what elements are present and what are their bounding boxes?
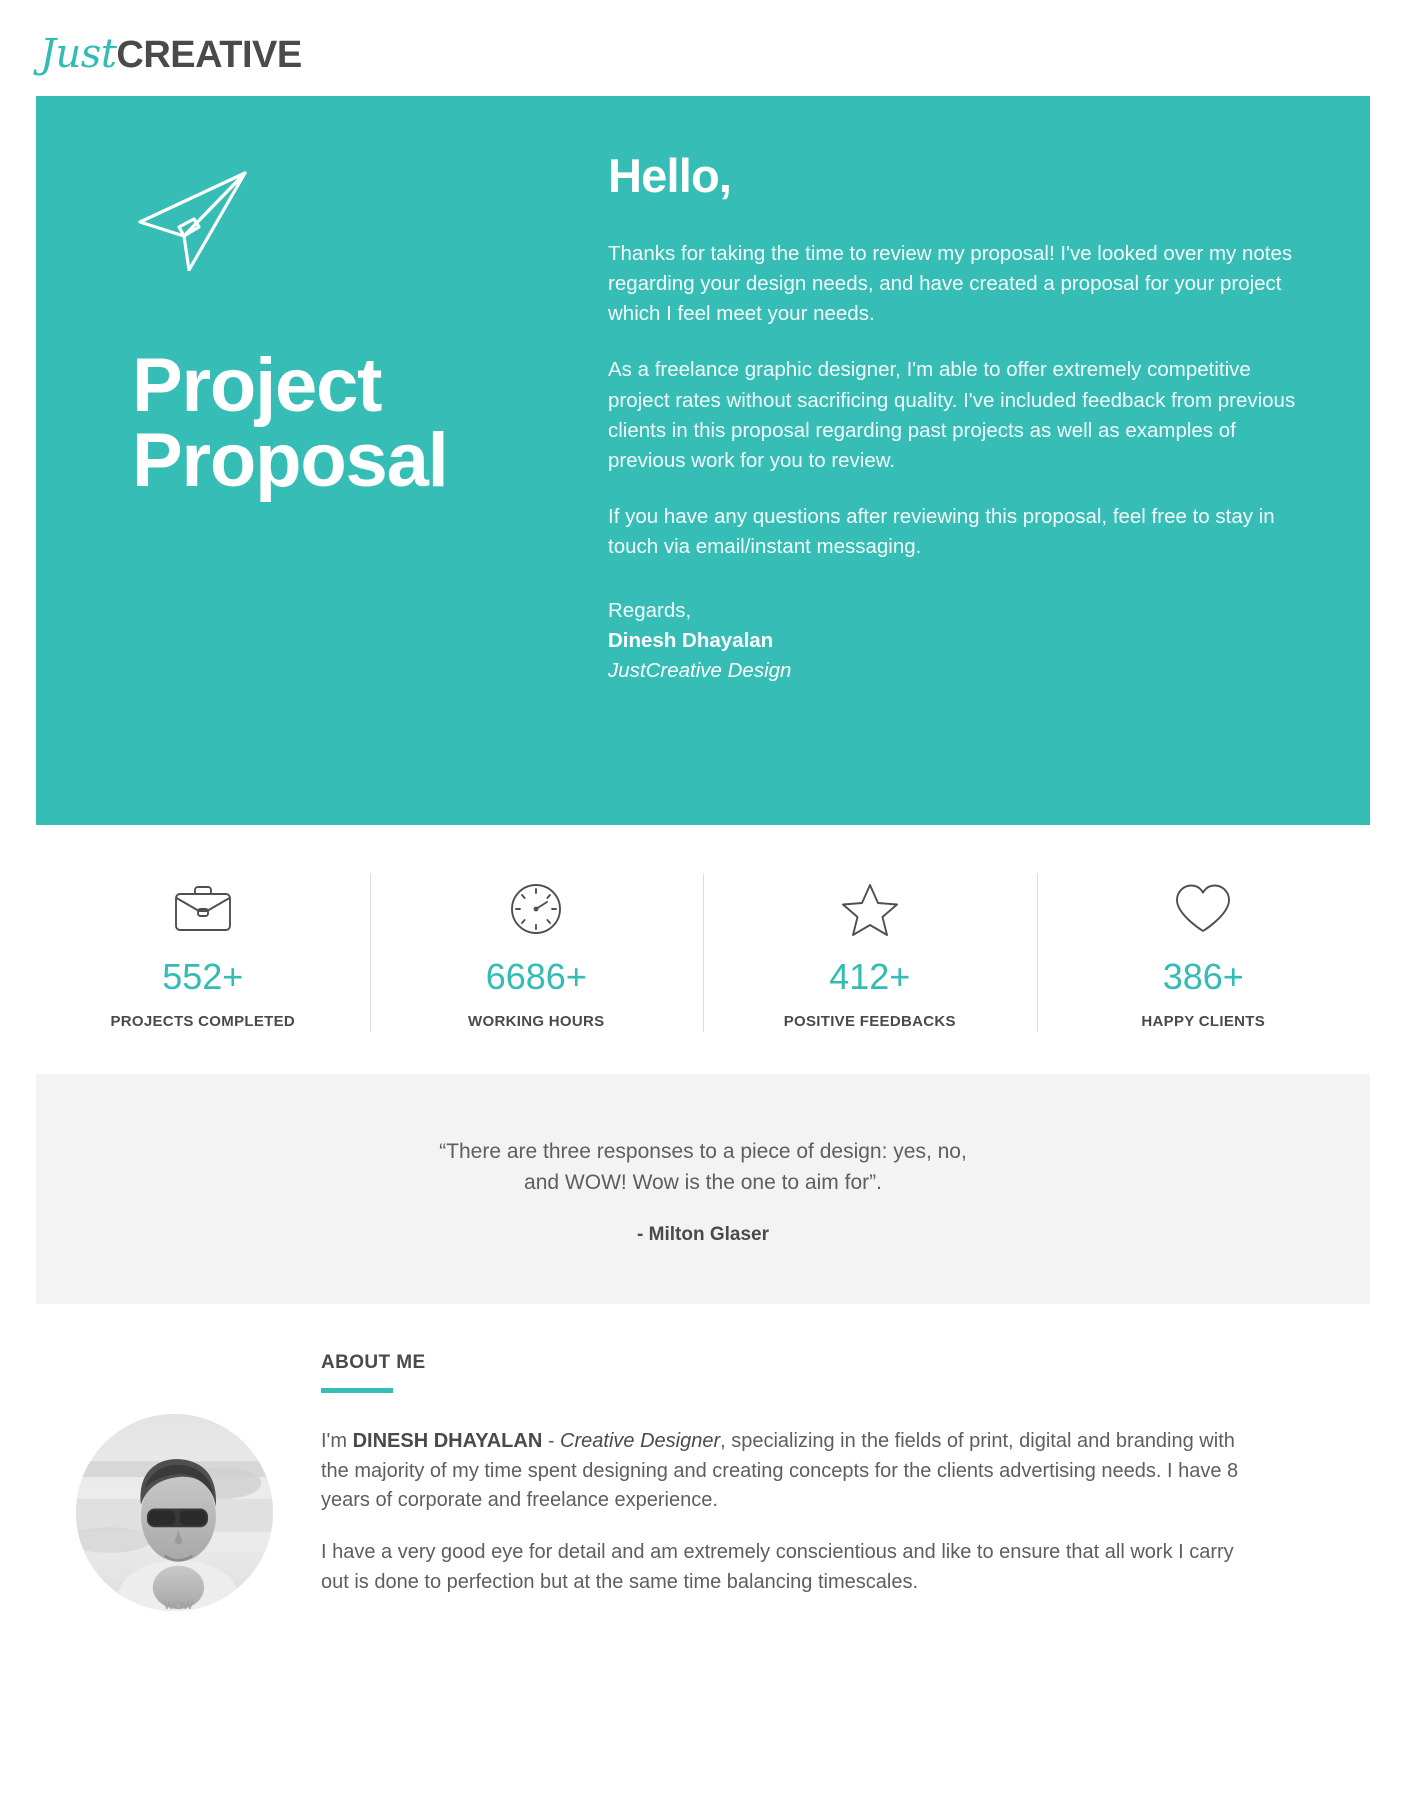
stat-projects-completed [36,873,370,1034]
about-intro-dash: - [542,1430,561,1453]
signoff-name: Dinesh Dhayalan [608,629,774,653]
justcreative-logo[interactable] [40,31,302,77]
stat-value: 412+ [829,956,911,997]
logo-bar [0,0,1406,96]
stat-positive-feedbacks [703,873,1037,1034]
svg-text:WOW: WOW [164,1600,193,1612]
about-paragraph-1 [321,1427,1262,1516]
about-section [36,1352,1370,1679]
logo-bold-text: CREATIVE [116,34,302,76]
quote-band [36,1074,1370,1304]
briefcase-icon [46,881,360,937]
stat-value: 386+ [1162,956,1244,997]
signoff-company: JustCreative Design [608,659,792,683]
signoff-regards: Regards, [608,599,692,623]
hero-right-column [608,148,1314,785]
heart-icon [1047,881,1361,937]
hero-paragraph-1: Thanks for taking the time to review my proposal! I've looked over my notes regarding your design needs, and have created a proposal for your project which I feel meet your needs. [608,242,1293,326]
page-title-line2: Proposal [132,418,448,504]
quote-author: - Milton Glaser [637,1224,769,1246]
about-photo-column [36,1352,321,1619]
about-heading: ABOUT ME [321,1352,426,1374]
stat-label: POSITIVE FEEDBACKS [783,1013,956,1030]
hero-paragraph-3: If you have any questions after reviewing this proposal, feel free to stay in touch via email/instant messaging. [608,504,1275,558]
hero-left-column [92,148,608,785]
stat-working-hours [370,873,704,1034]
stat-label: PROJECTS COMPLETED [110,1013,296,1030]
signoff-block [608,596,1304,686]
hero-panel [36,96,1370,825]
about-intro-rest: , specializing in the fields of print, digital and branding with the majority of my time spent designing and creating concepts for the clients advertising needs. I have 8 years of corporate and freelance experience. [321,1430,1239,1512]
paper-plane-icon [132,166,608,276]
about-body [321,1352,1370,1619]
hero-greeting: Hello, [608,149,732,202]
star-icon [713,881,1027,937]
logo-script-text: Just [40,31,117,77]
quote-line-2: and WOW! Wow is the one to aim for”. [524,1171,882,1195]
stat-happy-clients [1037,873,1371,1034]
avatar [76,1414,273,1611]
hero-paragraph-2: As a freelance graphic designer, I'm able to offer extremely competitive project rates without sacrificing quality. I've included feedback from previous clients in this proposal regarding past projects as well as examples of previous work for you to review. [608,358,1296,472]
stat-value: 6686+ [485,956,587,997]
stat-label: WORKING HOURS [468,1013,605,1030]
page-title [132,343,608,504]
about-intro-name: DINESH DHAYALAN [352,1430,543,1453]
about-intro-role: Creative Designer [560,1430,721,1453]
stats-row [36,847,1370,1052]
gauge-icon [380,881,694,937]
profile-photo [76,1414,273,1611]
about-heading-rule [321,1388,393,1393]
about-intro-prefix: I'm [321,1430,353,1453]
page-title-line1: Project [132,343,382,428]
quote-line-1: “There are three responses to a piece of design: yes, no, [439,1140,967,1163]
about-paragraph-2: I have a very good eye for detail and am extremely conscientious and like to ensure that all work I carry out is done to perfection but at the same time balancing timescales. [321,1540,1234,1593]
stat-value: 552+ [162,956,244,997]
stat-label: HAPPY CLIENTS [1141,1013,1266,1030]
